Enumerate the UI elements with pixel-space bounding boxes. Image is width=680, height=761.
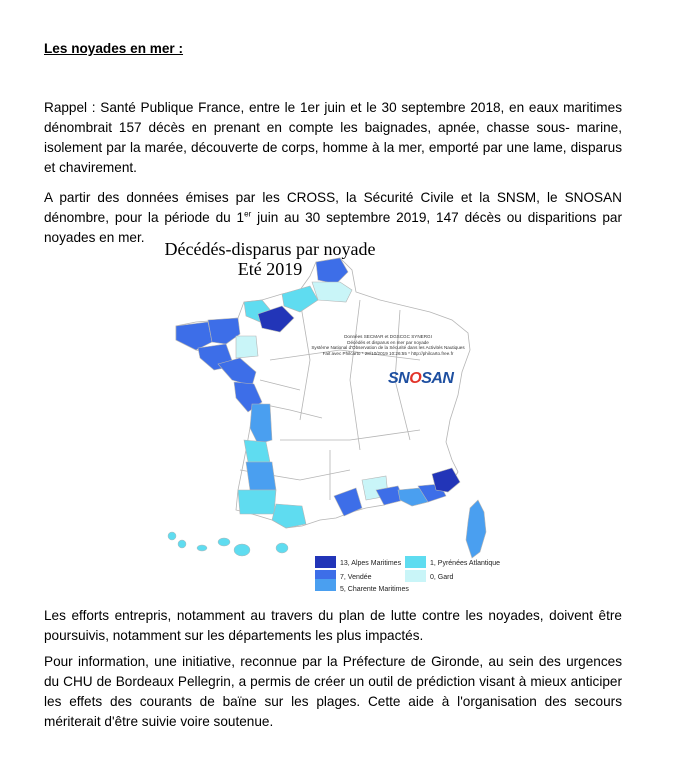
credit-line: Décédés et disparus en mer par noyade: [347, 339, 429, 345]
snosan-logo: SNOSAN: [388, 370, 454, 387]
paragraph-text-end: juin au 30 septembre 2019, 147 décès ou disparitions par noyades en mer.: [44, 210, 622, 245]
credit-line: Système National d'Observation de la Sécurité dans les Activités Nautiques: [311, 345, 465, 351]
credit-line: Fait avec Philcarto * 28/10/2019 10:26:55 * http://philcarto.free.fr: [322, 350, 454, 356]
legend-swatch: [315, 556, 336, 568]
legend-label: 7, Vendée: [340, 574, 372, 581]
paragraph-text-start: A partir des données émises par les CROSS, la Sécurité Civile et la SNSM, le SNOSAN dénombre, pour la période du 1: [44, 190, 622, 225]
map-title: Décédés-disparus par noyade: [164, 239, 376, 259]
legend-swatch: [405, 556, 426, 568]
legend-swatch: [405, 570, 426, 582]
legend-label: 5, Charente Maritimes: [340, 586, 409, 593]
overseas-islands: [168, 532, 288, 556]
paragraph-initiative: Pour information, une initiative, reconnue par la Préfecture de Gironde, au sein des urgences du CHU de Bordeaux Pellegrin, a permis de créer un outil de prédiction visant à mieux anticiper les effets des courants de baïne sur les plages. Cette aide à l'organisation des secours mériterait d'être suivie voire soutenue.: [44, 654, 622, 729]
credit-line: Données SECMAR et DGSCGC SYNERGI: [344, 334, 432, 339]
france-drowning-map: [160, 255, 500, 595]
legend-label: 13, Alpes Maritimes: [340, 560, 402, 567]
legend-swatch: [315, 579, 336, 591]
ordinal-superscript: er: [244, 209, 252, 219]
legend-label: 1, Pyrénées Atlantique: [430, 560, 501, 567]
corsica: [466, 500, 486, 558]
legend-label: 0, Gard: [430, 574, 454, 581]
section-heading: Les noyades en mer :: [44, 41, 184, 56]
map-data-credits: [293, 334, 483, 356]
paragraph-efforts: Les efforts entrepris, notamment au travers du plan de lutte contre les noyades, doivent être poursuivis, notamment sur les départements les plus impactés.: [44, 608, 622, 643]
paragraph-rappel: Rappel : Santé Publique France, entre le 1er juin et le 30 septembre 2018, en eaux maritimes dénombrait 157 décès en prenant en compte les baignades, apnée, chasse sous- marine, isolement par la marée, découverte de corps, homme à la mer, emporté par une lame, disparus et chavirement.: [44, 100, 622, 175]
map-subtitle: Eté 2019: [237, 259, 303, 279]
